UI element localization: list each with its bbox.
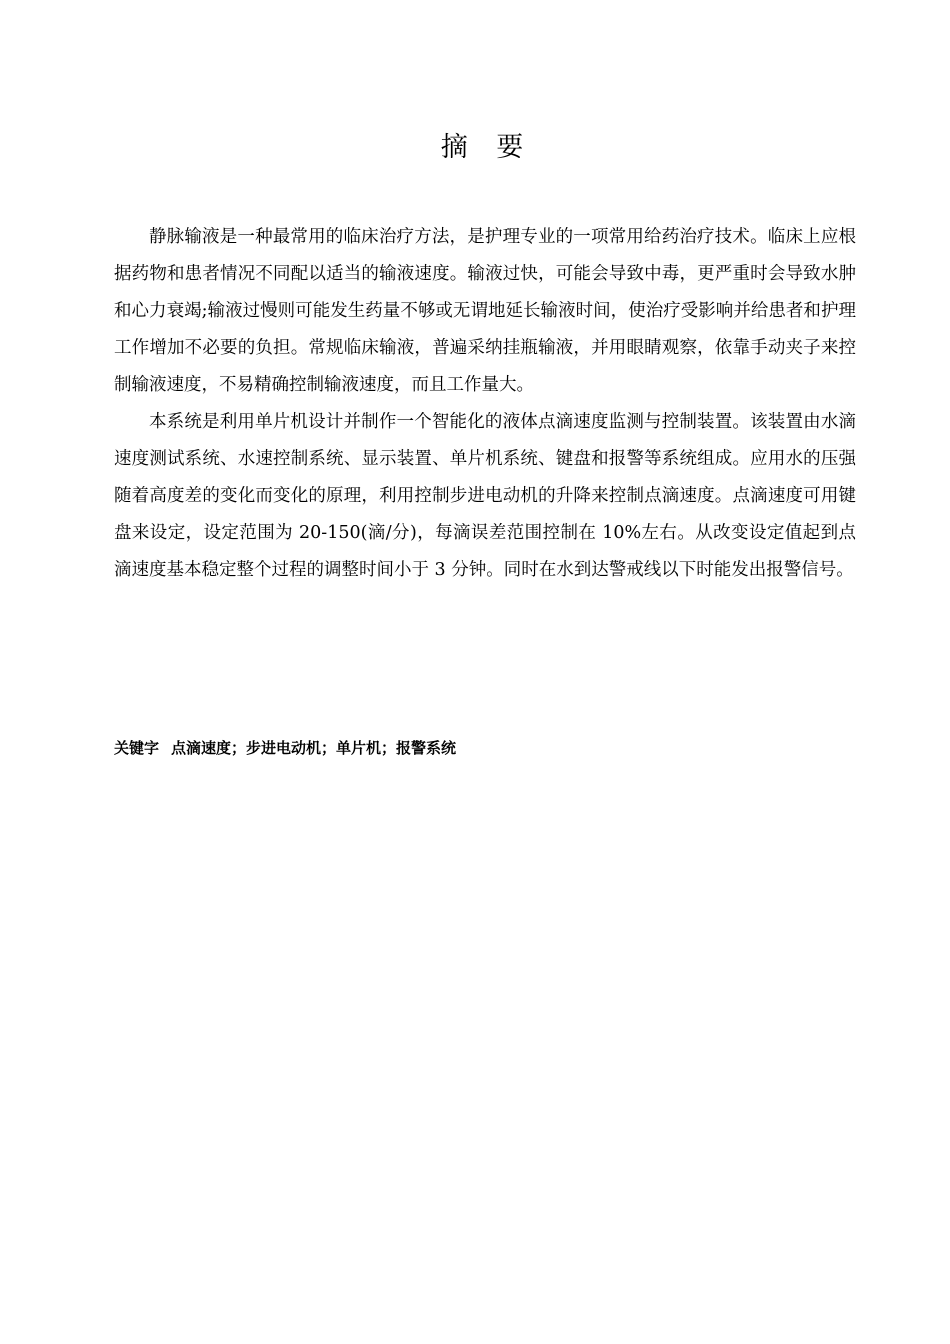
keywords-line: [114, 736, 856, 760]
keywords-label: 关键字: [114, 739, 160, 757]
keywords-list: 点滴速度；步进电动机；单片机；报警系统: [171, 739, 457, 757]
abstract-body: [114, 219, 856, 589]
abstract-paragraph-2: 本系统是利用单片机设计并制作一个智能化的液体点滴速度监测与控制装置。该装置由水滴速度测试系统、水速控制系统、显示装置、单片机系统、键盘和报警等系统组成。应用水的压强随着高度差的变化而变化的原理，利用控制步进电动机的升降来控制点滴速度。点滴速度可用键盘来设定，设定范围为 20-150(滴/分)，每滴误差范围控制在 10%左右。从改变设定值起到点滴速度基本稳定整个过程的调整时间小于 3 分钟。同时在水到达警戒线以下时能发出报警信号。: [114, 412, 856, 580]
abstract-title: 摘 要: [440, 132, 534, 163]
abstract-paragraph-1: 静脉输液是一种最常用的临床治疗方法，是护理专业的一项常用给药治疗技术。临床上应根据药物和患者情况不同配以适当的输液速度。输液过快，可能会导致中毒，更严重时会导致水肿和心力衰竭;输液过慢则可能发生药量不够或无谓地延长输液时间，使治疗受影响并给患者和护理工作增加不必要的负担。常规临床输液，普遍采纳挂瓶输液，并用眼睛观察，依靠手动夹子来控制输液速度，不易精确控制输液速度，而且工作量大。: [114, 227, 856, 395]
